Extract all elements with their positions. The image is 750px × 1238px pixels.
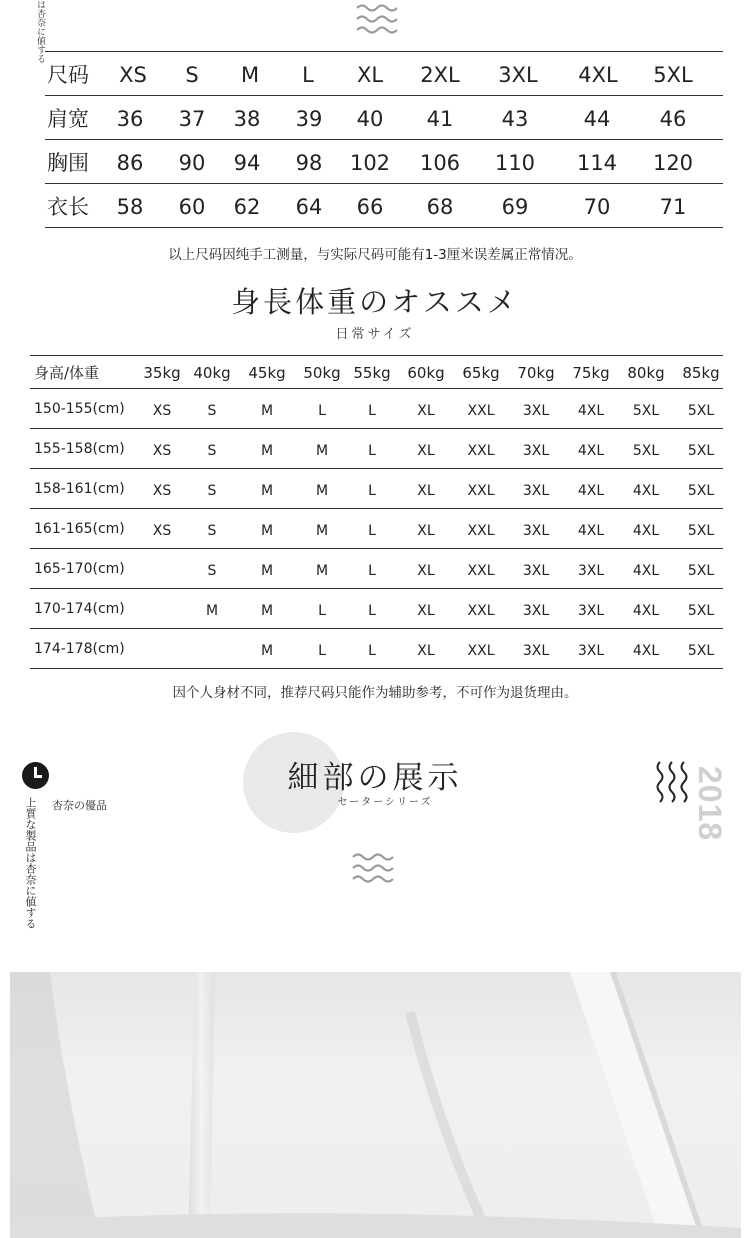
recommend-table-cell: 5XL [632, 443, 660, 459]
recommend-table-cell: 5XL [687, 483, 715, 499]
recommend-table-cell: S [207, 523, 217, 539]
recommend-table-cell: M [260, 443, 274, 459]
recommend-table-cell: L [368, 443, 376, 459]
recommend-table-row [30, 429, 723, 469]
size-table [45, 51, 723, 228]
recommend-table-cell: 45kg [248, 364, 286, 382]
recommend-table-cell: 174-178(cm) [34, 641, 125, 657]
recommend-table-cell: M [260, 603, 274, 619]
size-table-cell: 68 [426, 195, 454, 219]
recommend-table-cell: L [318, 403, 326, 419]
recommend-table-cell: 70kg [517, 364, 555, 382]
recommend-table-cell: M [260, 523, 274, 539]
recommend-table-cell: 75kg [572, 364, 610, 382]
recommend-table-row [30, 469, 723, 509]
recommend-table-cell: M [315, 443, 329, 459]
recommend-table-cell: 50kg [303, 364, 341, 382]
size-table-cell: 69 [501, 195, 529, 219]
recommend-table-cell: M [205, 603, 219, 619]
recommend-table-cell: 150-155(cm) [34, 401, 125, 417]
recommend-table-row [30, 629, 723, 669]
recommend-table-cell: M [315, 563, 329, 579]
recommend-table-cell: XS [152, 523, 172, 539]
recommend-table-cell: 5XL [687, 563, 715, 579]
recommend-table-cell: M [260, 563, 274, 579]
recommend-table-cell: 80kg [627, 364, 665, 382]
recommend-table-cell: L [318, 643, 326, 659]
recommend-table-cell: 3XL [522, 603, 550, 619]
recommend-table-cell: XXL [467, 603, 495, 619]
vertical-slogan: 上質な製品は杏奈に値する [24, 797, 37, 929]
clock-icon [22, 762, 49, 789]
size-table-cell: 39 [295, 107, 323, 131]
recommend-table-cell: XXL [467, 643, 495, 659]
recommend-table-cell: XS [152, 483, 172, 499]
size-table-cell: 36 [116, 107, 144, 131]
recommend-table-cell: 3XL [577, 603, 605, 619]
size-table-cell: 110 [494, 151, 536, 175]
recommend-table-cell: L [368, 523, 376, 539]
recommend-table-row [30, 389, 723, 429]
size-table-cell: 40 [356, 107, 384, 131]
recommend-table-cell: 3XL [522, 563, 550, 579]
size-table-cell: 90 [178, 151, 206, 175]
recommend-table-cell: 40kg [193, 364, 231, 382]
size-table-cell: L [302, 63, 314, 87]
recommend-table-cell: XL [417, 443, 435, 459]
recommend-table-cell: 35kg [143, 364, 181, 382]
recommend-table-cell: 4XL [632, 483, 660, 499]
size-table-cell: 98 [295, 151, 323, 175]
recommend-table-cell: 3XL [522, 443, 550, 459]
size-table-cell: 胸围 [47, 151, 89, 175]
recommend-table-cell: 3XL [522, 643, 550, 659]
size-table-row [45, 183, 723, 228]
recommend-table-cell: XL [417, 523, 435, 539]
size-table-cell: 120 [652, 151, 694, 175]
recommend-table-cell: 3XL [522, 403, 550, 419]
size-table-cell: 5XL [653, 63, 693, 87]
size-table-cell: 43 [501, 107, 529, 131]
recommend-table-cell: XS [152, 403, 172, 419]
recommend-table-cell: 85kg [682, 364, 720, 382]
recommend-table-cell: M [260, 483, 274, 499]
brand-name: 杏奈の優品 [52, 799, 107, 812]
size-table-cell: M [240, 63, 260, 87]
recommend-table-cell: 65kg [462, 364, 500, 382]
recommend-subtitle: 日常サイズ [335, 327, 415, 342]
recommend-table-cell: 3XL [522, 483, 550, 499]
size-table-row [45, 95, 723, 139]
recommend-table-header-row [30, 355, 723, 389]
recommend-table-cell: 155-158(cm) [34, 441, 125, 457]
size-table-cell: 4XL [578, 63, 618, 87]
size-table-cell: XS [119, 63, 147, 87]
size-table-cell: 60 [178, 195, 206, 219]
recommend-table-cell: 4XL [577, 523, 605, 539]
recommend-table-cell: XL [417, 603, 435, 619]
size-table-cell: 44 [583, 107, 611, 131]
size-table-cell: 肩宽 [47, 107, 89, 131]
recommend-table-cell: 60kg [407, 364, 445, 382]
size-table-cell: 70 [583, 195, 611, 219]
recommend-table-cell: 5XL [687, 643, 715, 659]
size-table-cell: 62 [233, 195, 261, 219]
size-table-cell: 3XL [498, 63, 538, 87]
recommend-table-cell: L [368, 563, 376, 579]
size-table-cell: 106 [419, 151, 461, 175]
detail-title: 細部の展示 [287, 760, 463, 796]
recommend-table-cell: M [315, 523, 329, 539]
product-detail-photo [10, 972, 741, 1238]
recommend-table-row [30, 549, 723, 589]
size-table-cell: 37 [178, 107, 206, 131]
recommend-table-cell: 4XL [577, 403, 605, 419]
recommend-table-cell: XXL [467, 523, 495, 539]
size-table-cell: 94 [233, 151, 261, 175]
recommend-table-row [30, 589, 723, 629]
recommend-table-cell: L [368, 483, 376, 499]
recommend-table-cell: 4XL [577, 443, 605, 459]
recommend-table-cell: S [207, 483, 217, 499]
recommend-table-cell: L [368, 603, 376, 619]
recommend-table-cell: 5XL [687, 443, 715, 459]
wave-icon [355, 2, 401, 36]
recommend-table-cell: 3XL [577, 643, 605, 659]
size-table-cell: 86 [116, 151, 144, 175]
recommend-table-cell: 4XL [632, 603, 660, 619]
recommend-table-cell: M [260, 403, 274, 419]
recommend-table-cell: 5XL [687, 523, 715, 539]
size-table-cell: 尺码 [47, 63, 89, 87]
size-table-cell: 58 [116, 195, 144, 219]
size-table-header-row [45, 51, 723, 95]
size-table-cell: 41 [426, 107, 454, 131]
recommend-table-cell: XXL [467, 483, 495, 499]
recommend-table-cell: L [368, 403, 376, 419]
top-vertical-text: は杏奈に値する [35, 0, 45, 63]
size-table-cell: XL [356, 63, 384, 87]
recommend-table-cell: M [315, 483, 329, 499]
size-table-cell: S [185, 63, 199, 87]
recommend-table-cell: 165-170(cm) [34, 561, 125, 577]
size-table-cell: 102 [349, 151, 391, 175]
recommend-table-cell: 3XL [522, 523, 550, 539]
recommend-table-cell: 4XL [632, 523, 660, 539]
recommend-table-cell: XL [417, 563, 435, 579]
size-table-cell: 71 [659, 195, 687, 219]
recommend-table-cell: 158-161(cm) [34, 481, 125, 497]
size-table-cell: 114 [576, 151, 618, 175]
recommend-table-cell: 4XL [577, 483, 605, 499]
recommend-table-cell: S [207, 403, 217, 419]
size-table-cell: 38 [233, 107, 261, 131]
recommend-table-cell: 5XL [632, 403, 660, 419]
recommend-table-cell: 55kg [353, 364, 391, 382]
size-table-cell: 衣长 [47, 195, 89, 219]
recommend-table-cell: M [260, 643, 274, 659]
recommend-table-cell: 170-174(cm) [34, 601, 125, 617]
size-table-cell: 46 [659, 107, 687, 131]
recommend-table-cell: 4XL [632, 643, 660, 659]
recommend-title: 身長体重のオススメ [231, 285, 519, 319]
recommend-table-cell: 161-165(cm) [34, 521, 125, 537]
recommend-table-cell: XXL [467, 403, 495, 419]
recommend-table-cell: 3XL [577, 563, 605, 579]
recommend-table-cell: S [207, 563, 217, 579]
recommend-table [30, 355, 723, 669]
size-table-cell: 2XL [420, 63, 460, 87]
recommend-table-cell: 5XL [687, 403, 715, 419]
recommend-table-cell: XXL [467, 563, 495, 579]
recommend-table-cell: 5XL [687, 603, 715, 619]
recommend-table-cell: 身高/体重 [34, 364, 100, 382]
size-table-cell: 66 [356, 195, 384, 219]
size-table-row [45, 139, 723, 183]
recommend-table-cell: XL [417, 483, 435, 499]
recommend-table-cell: L [318, 603, 326, 619]
recommend-note: 因个人身材不同，推荐尺码只能作为辅助参考，不可作为退货理由。 [172, 685, 578, 701]
recommend-table-cell: L [368, 643, 376, 659]
wave-icon [351, 851, 397, 885]
recommend-table-cell: XL [417, 403, 435, 419]
recommend-table-cell: XXL [467, 443, 495, 459]
year-text [683, 762, 743, 842]
recommend-table-row [30, 509, 723, 549]
detail-subtitle: セーターシリーズ [337, 797, 433, 808]
size-note: 以上尺码因纯手工测量，与实际尺码可能有1-3厘米误差属正常情况。 [168, 247, 582, 263]
recommend-table-cell: S [207, 443, 217, 459]
svg-text:2018: 2018 [692, 766, 728, 842]
size-table-cell: 64 [295, 195, 323, 219]
recommend-table-cell: XL [417, 643, 435, 659]
recommend-table-cell: 4XL [632, 563, 660, 579]
recommend-table-cell: XS [152, 443, 172, 459]
